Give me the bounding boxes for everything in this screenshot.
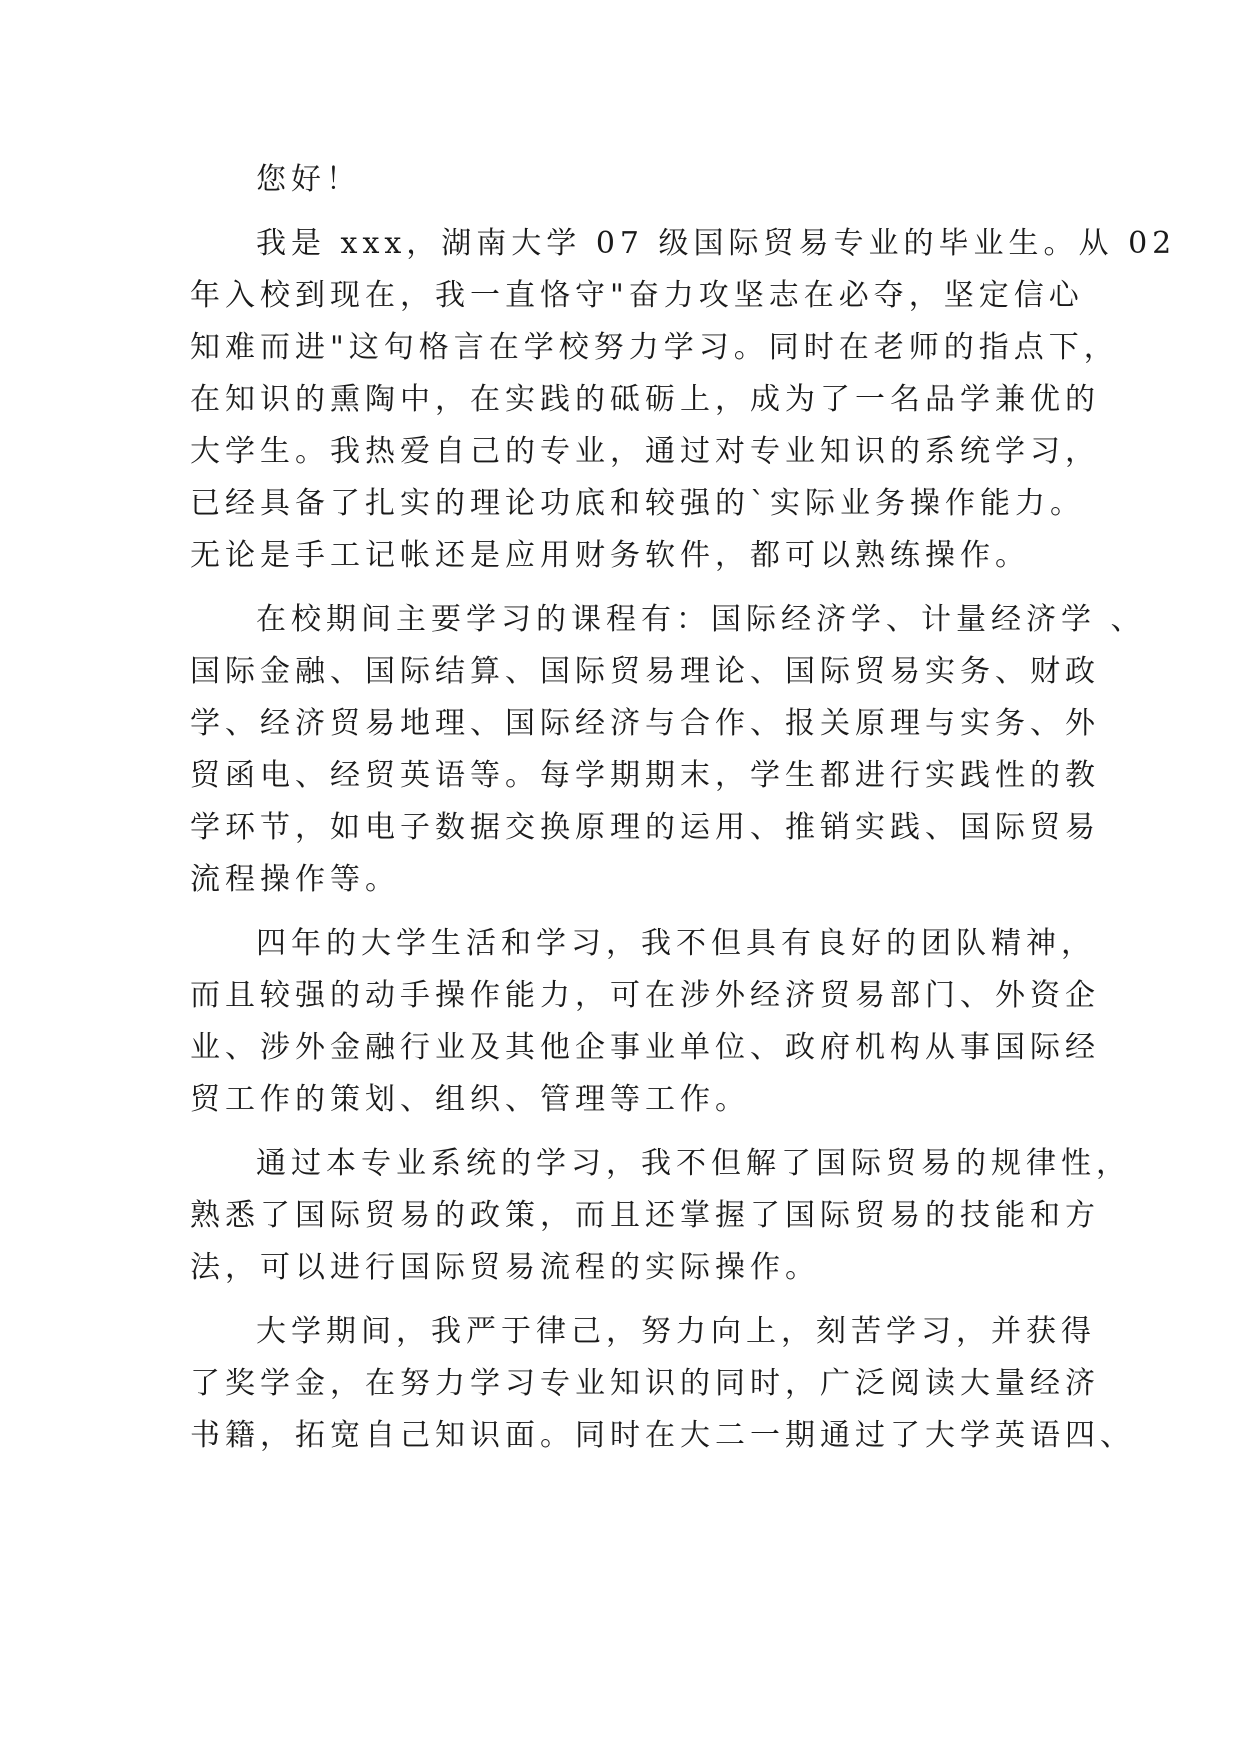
- paragraph-1-line-4: 在知识的熏陶中，在实践的砥砺上，成为了一名品学兼优的: [190, 382, 1100, 417]
- paragraph-2-line-6: 流程操作等。: [190, 862, 400, 897]
- paragraph-4-line-3: 法，可以进行国际贸易流程的实际操作。: [190, 1250, 820, 1285]
- paragraph-3-line-3: 业、涉外金融行业及其他企事业单位、政府机构从事国际经: [190, 1030, 1100, 1065]
- paragraph-2-line-2: 国际金融、国际结算、国际贸易理论、国际贸易实务、财政: [190, 654, 1100, 689]
- paragraph-5-line-2: 了奖学金，在努力学习专业知识的同时，广泛阅读大量经济: [190, 1366, 1100, 1401]
- letter-body: [190, 154, 1177, 1462]
- paragraph-1-line-6: 已经具备了扎实的理论功底和较强的`实际业务操作能力。: [190, 486, 1085, 521]
- paragraph-4-line-1: 通过本专业系统的学习，我不但解了国际贸易的规律性，: [256, 1146, 1131, 1181]
- paragraph-1-line-1: 我是 xxx，湖南大学 07 级国际贸易专业的毕业生。从 02: [256, 226, 1177, 261]
- paragraph-1-line-2: 年入校到现在，我一直恪守"奋力攻坚志在必夺，坚定信心: [190, 278, 1084, 313]
- paragraph-1-line-3: 知难而进"这句格言在学校努力学习。同时在老师的指点下，: [190, 330, 1119, 365]
- paragraph-1-line-5: 大学生。我热爱自己的专业，通过对专业知识的系统学习，: [190, 434, 1100, 469]
- paragraph-4-line-2: 熟悉了国际贸易的政策，而且还掌握了国际贸易的技能和方: [190, 1198, 1100, 1233]
- paragraph-1-line-7: 无论是手工记帐还是应用财务软件，都可以熟练操作。: [190, 538, 1030, 573]
- paragraph-5-line-3: 书籍，拓宽自己知识面。同时在大二一期通过了大学英语四、: [190, 1418, 1135, 1453]
- paragraph-2-line-4: 贸函电、经贸英语等。每学期期末，学生都进行实践性的教: [190, 758, 1100, 793]
- paragraph-2-line-3: 学、经济贸易地理、国际经济与合作、报关原理与实务、外: [190, 706, 1100, 741]
- paragraph-2-line-5: 学环节，如电子数据交换原理的运用、推销实践、国际贸易: [190, 810, 1100, 845]
- greeting-line: 您好！: [256, 162, 361, 197]
- paragraph-3-line-2: 而且较强的动手操作能力，可在涉外经济贸易部门、外资企: [190, 978, 1100, 1013]
- paragraph-5-line-1: 大学期间，我严于律己，努力向上，刻苦学习，并获得: [256, 1314, 1096, 1349]
- paragraph-3-line-1: 四年的大学生活和学习，我不但具有良好的团队精神，: [256, 926, 1096, 961]
- paragraph-3-line-4: 贸工作的策划、组织、管理等工作。: [190, 1082, 750, 1117]
- paragraph-2-line-1: 在校期间主要学习的课程有：国际经济学、计量经济学 、: [256, 602, 1146, 637]
